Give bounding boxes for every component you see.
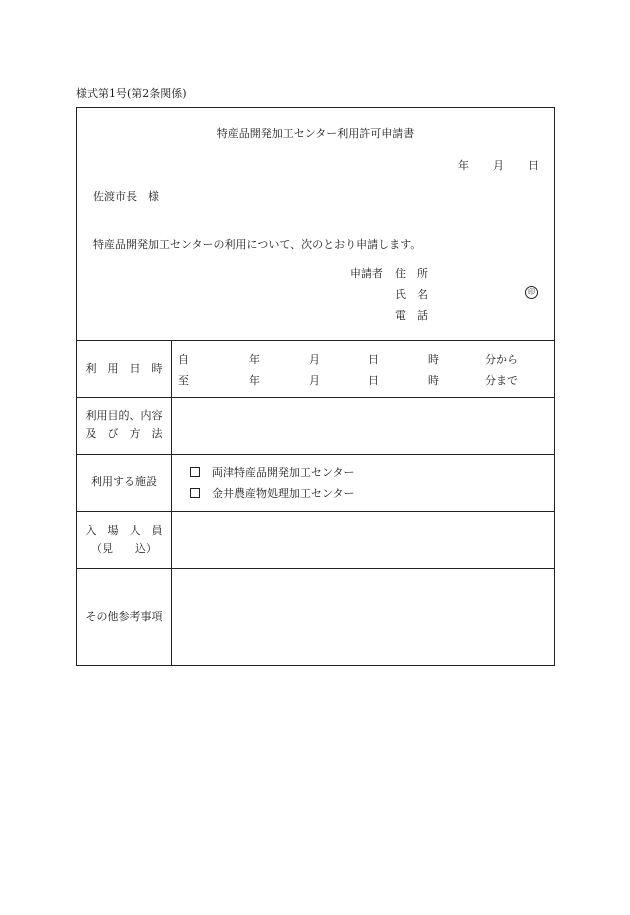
form-number: 様式第1号(第2条関係) — [76, 87, 187, 100]
from-month: 月 — [309, 353, 320, 366]
row-divider — [77, 511, 554, 512]
from-hour: 時 — [428, 353, 439, 366]
attendees-label-line1: 入 場 人 員 — [85, 524, 163, 537]
to-year: 年 — [249, 374, 260, 387]
purpose-label — [77, 407, 171, 443]
from-minute: 分から — [485, 353, 518, 366]
to-hour: 時 — [428, 374, 439, 387]
seal-mark: 印 — [525, 286, 538, 299]
address-label: 住 所 — [395, 267, 428, 280]
to-day: 日 — [368, 374, 379, 387]
facility-option[interactable] — [190, 464, 355, 480]
to-minute: 分まで — [485, 374, 518, 387]
to-prefix: 至 — [178, 374, 189, 387]
form-title: 特産品開発加工センター利用許可申請書 — [216, 127, 415, 140]
from-day: 日 — [368, 353, 379, 366]
other-label: その他参考事項 — [85, 610, 163, 623]
row-divider — [77, 340, 554, 341]
purpose-label-line1: 利用目的、内容 — [85, 409, 163, 422]
date-year: 年 — [458, 159, 469, 172]
applicant-label: 申請者 — [350, 267, 383, 280]
column-divider — [171, 340, 172, 665]
purpose-label-line2: 及 び 方 法 — [85, 427, 163, 440]
from-prefix: 自 — [178, 353, 189, 366]
facility-option-label: 金井農産物処理加工センター — [212, 487, 355, 500]
tel-label: 電 話 — [395, 309, 428, 322]
to-month: 月 — [309, 374, 320, 387]
name-label: 氏 名 — [395, 288, 428, 301]
from-year: 年 — [249, 353, 260, 366]
addressee: 佐渡市長 様 — [93, 190, 159, 203]
checkbox[interactable] — [190, 488, 200, 498]
row-divider — [77, 568, 554, 569]
application-form — [76, 107, 555, 666]
date-month: 月 — [493, 159, 504, 172]
facility-option[interactable] — [190, 485, 355, 501]
row-divider — [77, 397, 554, 398]
attendees-label-line2: （見 込） — [91, 542, 157, 555]
checkbox[interactable] — [190, 467, 200, 477]
row-divider — [77, 454, 554, 455]
attendees-label — [77, 522, 171, 558]
facility-option-label: 両津特産品開発加工センター — [212, 466, 355, 479]
body-text: 特産品開発加工センターの利用について、次のとおり申請します。 — [93, 238, 422, 251]
facility-label: 利用する施設 — [91, 475, 157, 488]
date-day: 日 — [528, 159, 539, 172]
usage-datetime-label: 利 用 日 時 — [85, 362, 163, 375]
